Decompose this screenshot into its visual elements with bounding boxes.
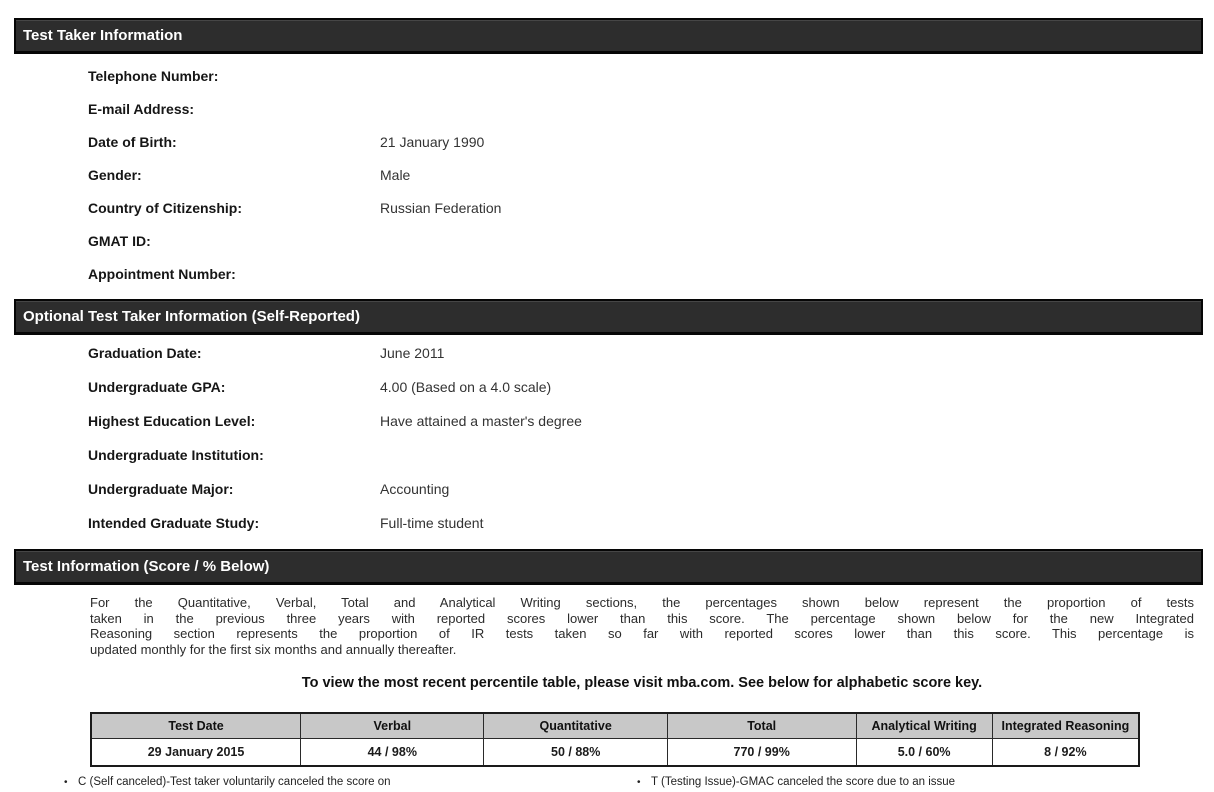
field-label: Country of Citizenship: bbox=[88, 200, 242, 216]
cell-analytical-writing-score: 5.0 / 60% bbox=[856, 739, 992, 767]
section-title: Test Information (Score / % Below) bbox=[23, 558, 270, 575]
field-label: Telephone Number: bbox=[88, 68, 219, 84]
footnote-text: T (Testing Issue)-GMAC canceled the score due to an issue bbox=[651, 776, 956, 788]
field-label: Undergraduate GPA: bbox=[88, 379, 226, 395]
paragraph-line: For the Quantitative, Verbal, Total and Analytical Writing sections, the percentages shown below represent the proportion of tests bbox=[90, 595, 1194, 610]
section-title: Optional Test Taker Information (Self-Reported) bbox=[23, 308, 360, 325]
cell-total-score: 770 / 99% bbox=[667, 739, 856, 767]
col-header-total: Total bbox=[667, 713, 856, 739]
field-value: 21 January 1990 bbox=[380, 134, 485, 150]
cell-verbal-score: 44 / 98% bbox=[301, 739, 484, 767]
field-row bbox=[88, 167, 1214, 200]
footnote-testing-issue bbox=[637, 776, 955, 790]
col-header-test-date: Test Date bbox=[91, 713, 301, 739]
field-row bbox=[88, 447, 1214, 481]
bullet-icon: • bbox=[637, 777, 641, 788]
paragraph-line: updated monthly for the first six months and annually thereafter. bbox=[90, 641, 457, 657]
cell-test-date: 29 January 2015 bbox=[91, 739, 301, 767]
bullet-icon: • bbox=[64, 777, 68, 788]
field-row bbox=[88, 101, 1214, 134]
field-row bbox=[88, 266, 1214, 299]
field-value: Have attained a master's degree bbox=[380, 413, 582, 429]
field-value: Male bbox=[380, 167, 411, 183]
field-row bbox=[88, 345, 1214, 379]
field-row bbox=[88, 481, 1214, 515]
field-label: Gender: bbox=[88, 167, 142, 183]
field-label: Highest Education Level: bbox=[88, 413, 256, 429]
field-label: Appointment Number: bbox=[88, 266, 236, 282]
field-row bbox=[88, 134, 1214, 167]
cell-integrated-reasoning-score: 8 / 92% bbox=[992, 739, 1139, 767]
col-header-verbal: Verbal bbox=[301, 713, 484, 739]
cell-quantitative-score: 50 / 88% bbox=[484, 739, 667, 767]
field-label: Graduation Date: bbox=[88, 345, 202, 361]
test-taker-fields bbox=[88, 68, 1214, 299]
field-label: GMAT ID: bbox=[88, 233, 151, 249]
field-label: E-mail Address: bbox=[88, 101, 195, 117]
field-row bbox=[88, 68, 1214, 101]
field-row bbox=[88, 413, 1214, 447]
paragraph-line: Reasoning section represents the proportion of IR tests taken so far with reported scores lower than this score. This percentage is bbox=[90, 626, 1194, 641]
field-row bbox=[88, 200, 1214, 233]
field-row bbox=[88, 379, 1214, 413]
field-value: June 2011 bbox=[380, 345, 445, 361]
field-label: Date of Birth: bbox=[88, 134, 177, 150]
field-row bbox=[88, 515, 1214, 549]
paragraph-line: taken in the previous three years with reported scores lower than this score. The percentage shown below for the new Integrated bbox=[90, 610, 1194, 626]
field-value: Full-time student bbox=[380, 515, 484, 531]
field-label: Intended Graduate Study: bbox=[88, 515, 260, 531]
optional-info-fields bbox=[88, 345, 1214, 549]
field-value: 4.00 (Based on a 4.0 scale) bbox=[380, 379, 552, 395]
col-header-analytical-writing: Analytical Writing bbox=[856, 713, 992, 739]
section-header-optional-info bbox=[14, 299, 1203, 335]
table-header-row bbox=[91, 713, 1139, 739]
footnote-self-canceled bbox=[64, 776, 637, 790]
section-title: Test Taker Information bbox=[23, 27, 183, 44]
percentile-table-notice: To view the most recent percentile table, please visit mba.com. See below for alphabetic score key. bbox=[301, 675, 983, 691]
section-header-test-information bbox=[14, 549, 1203, 585]
field-label: Undergraduate Major: bbox=[88, 481, 234, 497]
col-header-quantitative: Quantitative bbox=[484, 713, 667, 739]
percentile-explanation-paragraph bbox=[90, 595, 1194, 657]
footnote-text: C (Self canceled)-Test taker voluntarily canceled the score on bbox=[78, 776, 391, 788]
field-row bbox=[88, 233, 1214, 266]
field-value: Russian Federation bbox=[380, 200, 502, 216]
field-value: Accounting bbox=[380, 481, 450, 497]
section-header-test-taker bbox=[14, 18, 1203, 54]
field-label: Undergraduate Institution: bbox=[88, 447, 264, 463]
score-table bbox=[90, 712, 1140, 767]
table-row bbox=[91, 739, 1139, 767]
col-header-integrated-reasoning: Integrated Reasoning bbox=[992, 713, 1139, 739]
footnotes bbox=[64, 776, 1214, 790]
